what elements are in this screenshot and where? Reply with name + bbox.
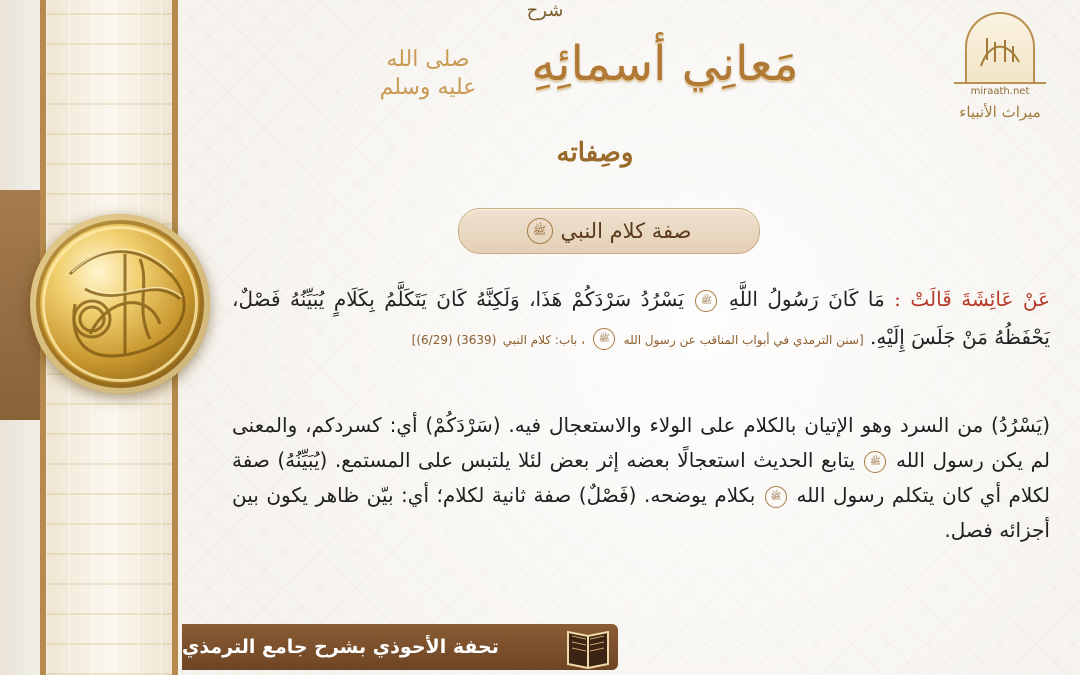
medallion-ring [42,226,198,382]
hadith-reference-3: (3639) (6/29)] [411,333,497,347]
sharh-label: شرح [526,0,564,21]
logo-url[interactable]: miraath.net [954,82,1046,97]
hadith-text [232,280,1050,359]
saw-icon: ﷺ [593,328,615,350]
section-badge [458,208,760,254]
source-title: تحفة الأحوذي بشرح جامع الترمذي [182,636,499,658]
source-banner [182,624,618,670]
hadith-body-1: مَا كَانَ رَسُولُ اللَّهِ [728,287,885,311]
explanation-2: يتابع الحديث استعجالًا بعضه إثر بعض لئلا يلتبس على المستمع. (يُبَيِّنُهُ) صفة لكلام أي كان يتكلم رسول الله [232,448,1050,507]
page-title: مَعانِي أسمائِهِ [531,36,799,92]
hadith-reference-1: [سنن الترمذي في أبواب المناقب عن رسول الله [623,333,864,347]
logo-arch [965,12,1035,82]
explanation-3: بكلام يوضحه. (فَصْلٌ) صفة ثانية لكلام؛ أي: بيّن ظاهر يكون بين أجزائه فصل. [232,483,1050,542]
logo-calligraphy-icon [977,32,1023,72]
explanation-1: (يَسْرُدُ) من السرد وهو الإتيان بالكلام على الولاء والاستعجال فيه. (سَرْدَكُمْ) أي: كسردكم، والمعنى لم يكن رسول الله [232,413,1050,472]
saw-icon: ﷺ [765,486,787,508]
saw-icon: ﷺ [695,290,717,312]
hadith-reference-2: ، باب: كلام النبي [502,333,585,347]
salla-calligraphy: صلى الله عليه وسلم [379,47,477,100]
page-subtitle: وصِفاته [556,138,634,168]
miraath-logo[interactable] [954,12,1046,122]
section-label: صفة كلام النبي [560,219,692,243]
logo-name: ميراث الأنبياء [959,103,1041,121]
saw-icon: ﷺ [864,451,886,473]
hadith-body-2: يَسْرُدُ سَرْدَكُمْ هَذَا، وَلَكِنَّهُ كَانَ يَتَكَلَّمُ بِكَلَامٍ يُبَيِّنُهُ فَصْلٌ، يَحْفَظُهُ مَنْ جَلَسَ إِلَيْهِ. [232,287,1050,349]
hadith-narrator: عَنْ عَائِشَةَ قَالَتْ : [894,287,1051,311]
saw-icon: ﷺ [527,218,553,244]
explanation-text [232,408,1050,548]
book-icon [562,620,614,672]
